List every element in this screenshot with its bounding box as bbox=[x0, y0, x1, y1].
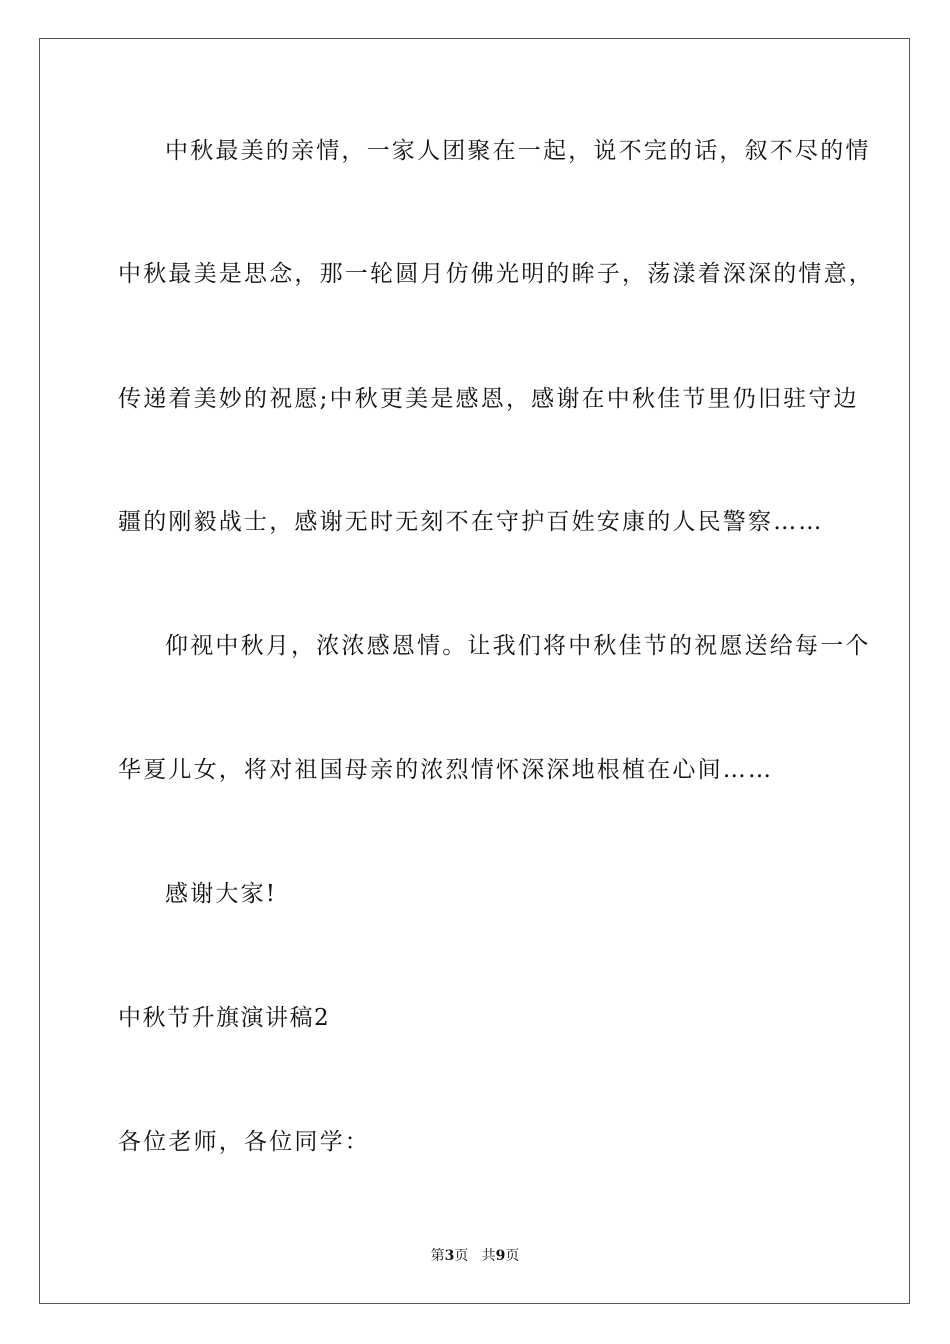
page-frame bbox=[39, 38, 910, 1304]
paragraph-line: 中秋最美是思念，那一轮圆月仿佛光明的眸子，荡漾着深深的情意， bbox=[118, 261, 874, 287]
salutation: 各位老师，各位同学： bbox=[118, 1129, 370, 1155]
page-label-prefix: 第 bbox=[430, 1248, 445, 1264]
total-label-suffix: 页 bbox=[505, 1248, 520, 1264]
closing-line: 感谢大家! bbox=[165, 881, 278, 907]
paragraph-line: 华夏儿女，将对祖国母亲的浓烈情怀深深地根植在心间…… bbox=[118, 757, 774, 783]
page-label-suffix: 页 bbox=[454, 1248, 469, 1264]
total-pages-number: 9 bbox=[495, 1248, 506, 1264]
paragraph-line: 中秋最美的亲情，一家人团聚在一起，说不完的话，叙不尽的情 bbox=[165, 138, 871, 164]
total-label-prefix: 共 bbox=[481, 1248, 496, 1264]
paragraph-line: 疆的刚毅战士，感谢无时无刻不在守护百姓安康的人民警察…… bbox=[118, 509, 824, 535]
paragraph-line: 仰视中秋月，浓浓感恩情。让我们将中秋佳节的祝愿送给每一个 bbox=[165, 633, 871, 659]
paragraph-line: 传递着美妙的祝愿;中秋更美是感恩，感谢在中秋佳节里仍旧驻守边 bbox=[118, 386, 859, 412]
current-page-number: 3 bbox=[444, 1248, 455, 1264]
page-footer bbox=[0, 1246, 950, 1266]
section-title: 中秋节升旗演讲稿2 bbox=[118, 1005, 331, 1031]
